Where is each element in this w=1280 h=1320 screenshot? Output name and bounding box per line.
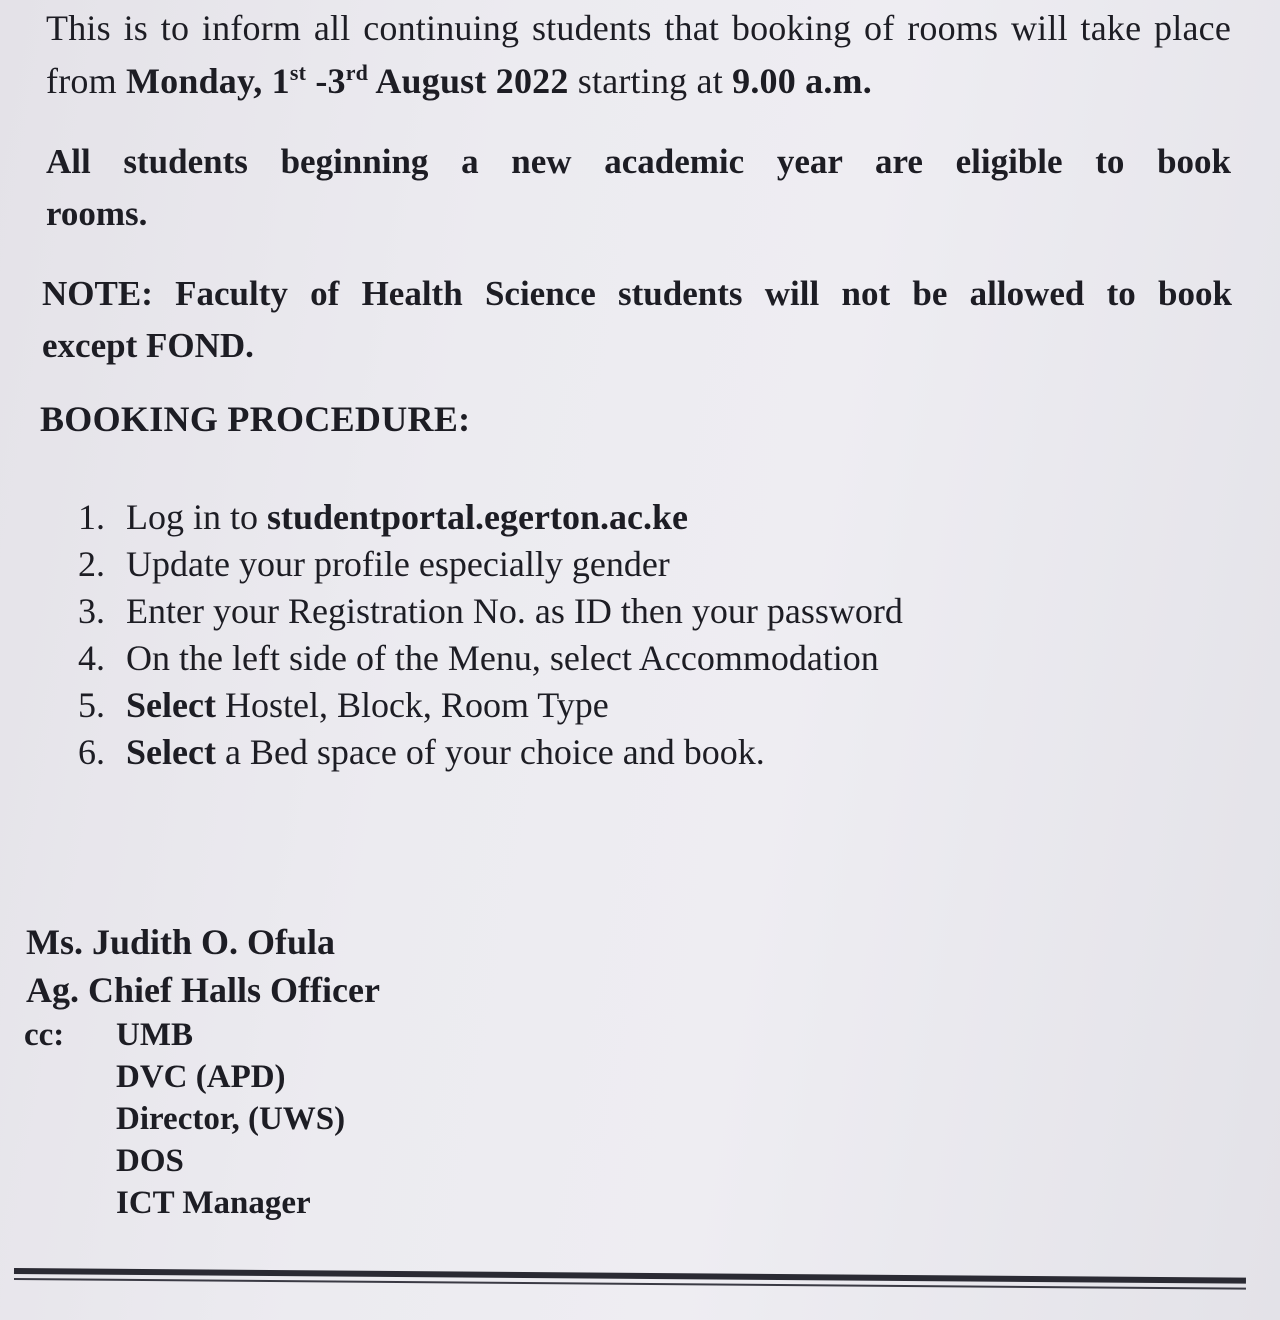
cc-recipient: UMB bbox=[116, 1017, 193, 1053]
cc-recipient: ICT Manager bbox=[116, 1185, 311, 1221]
booking-step: 1. Log in to studentportal.egerton.ac.ke bbox=[78, 497, 688, 537]
eligibility-line-1: All students beginning a new academic year are eligible to book bbox=[46, 142, 1231, 181]
cc-recipient: DVC (APD) bbox=[116, 1059, 286, 1095]
student-portal-link-text: studentportal.egerton.ac.ke bbox=[267, 497, 688, 537]
booking-start-day: Monday, 1st -3rd August 2022 bbox=[125, 60, 569, 101]
signature-block bbox=[26, 918, 380, 1014]
cc-label: cc: bbox=[24, 1017, 65, 1053]
booking-steps-list bbox=[78, 494, 903, 776]
intro-paragraph bbox=[46, 2, 1231, 108]
booking-start-time: 9.00 a.m. bbox=[732, 61, 872, 101]
booking-step: 2. Update your profile especially gender bbox=[78, 544, 670, 584]
cc-recipients-list bbox=[116, 1014, 345, 1224]
note-paragraph bbox=[42, 268, 1232, 372]
intro-text-before: This is to inform all continuing students that booking of rooms will take place from bbox=[46, 8, 1231, 101]
eligibility-paragraph bbox=[46, 136, 1231, 240]
cc-recipient: Director, (UWS) bbox=[116, 1101, 346, 1137]
booking-step: 5. Select Hostel, Block, Room Type bbox=[78, 685, 609, 725]
cc-recipient: DOS bbox=[116, 1143, 184, 1179]
note-line-2: except FOND. bbox=[42, 326, 254, 365]
booking-procedure-heading: BOOKING PROCEDURE: bbox=[40, 399, 471, 439]
booking-step: 3. Enter your Registration No. as ID then your password bbox=[78, 591, 903, 631]
signatory-title: Ag. Chief Halls Officer bbox=[26, 970, 380, 1010]
note-line-1: NOTE: Faculty of Health Science students will not be allowed to book bbox=[42, 274, 1232, 313]
booking-step: 6. Select a Bed space of your choice and book. bbox=[78, 732, 765, 772]
booking-step: 4. On the left side of the Menu, select Accommodation bbox=[78, 638, 879, 678]
intro-text-mid: starting at bbox=[568, 61, 733, 101]
eligibility-line-2: rooms. bbox=[46, 194, 148, 233]
signatory-name: Ms. Judith O. Ofula bbox=[26, 922, 336, 962]
